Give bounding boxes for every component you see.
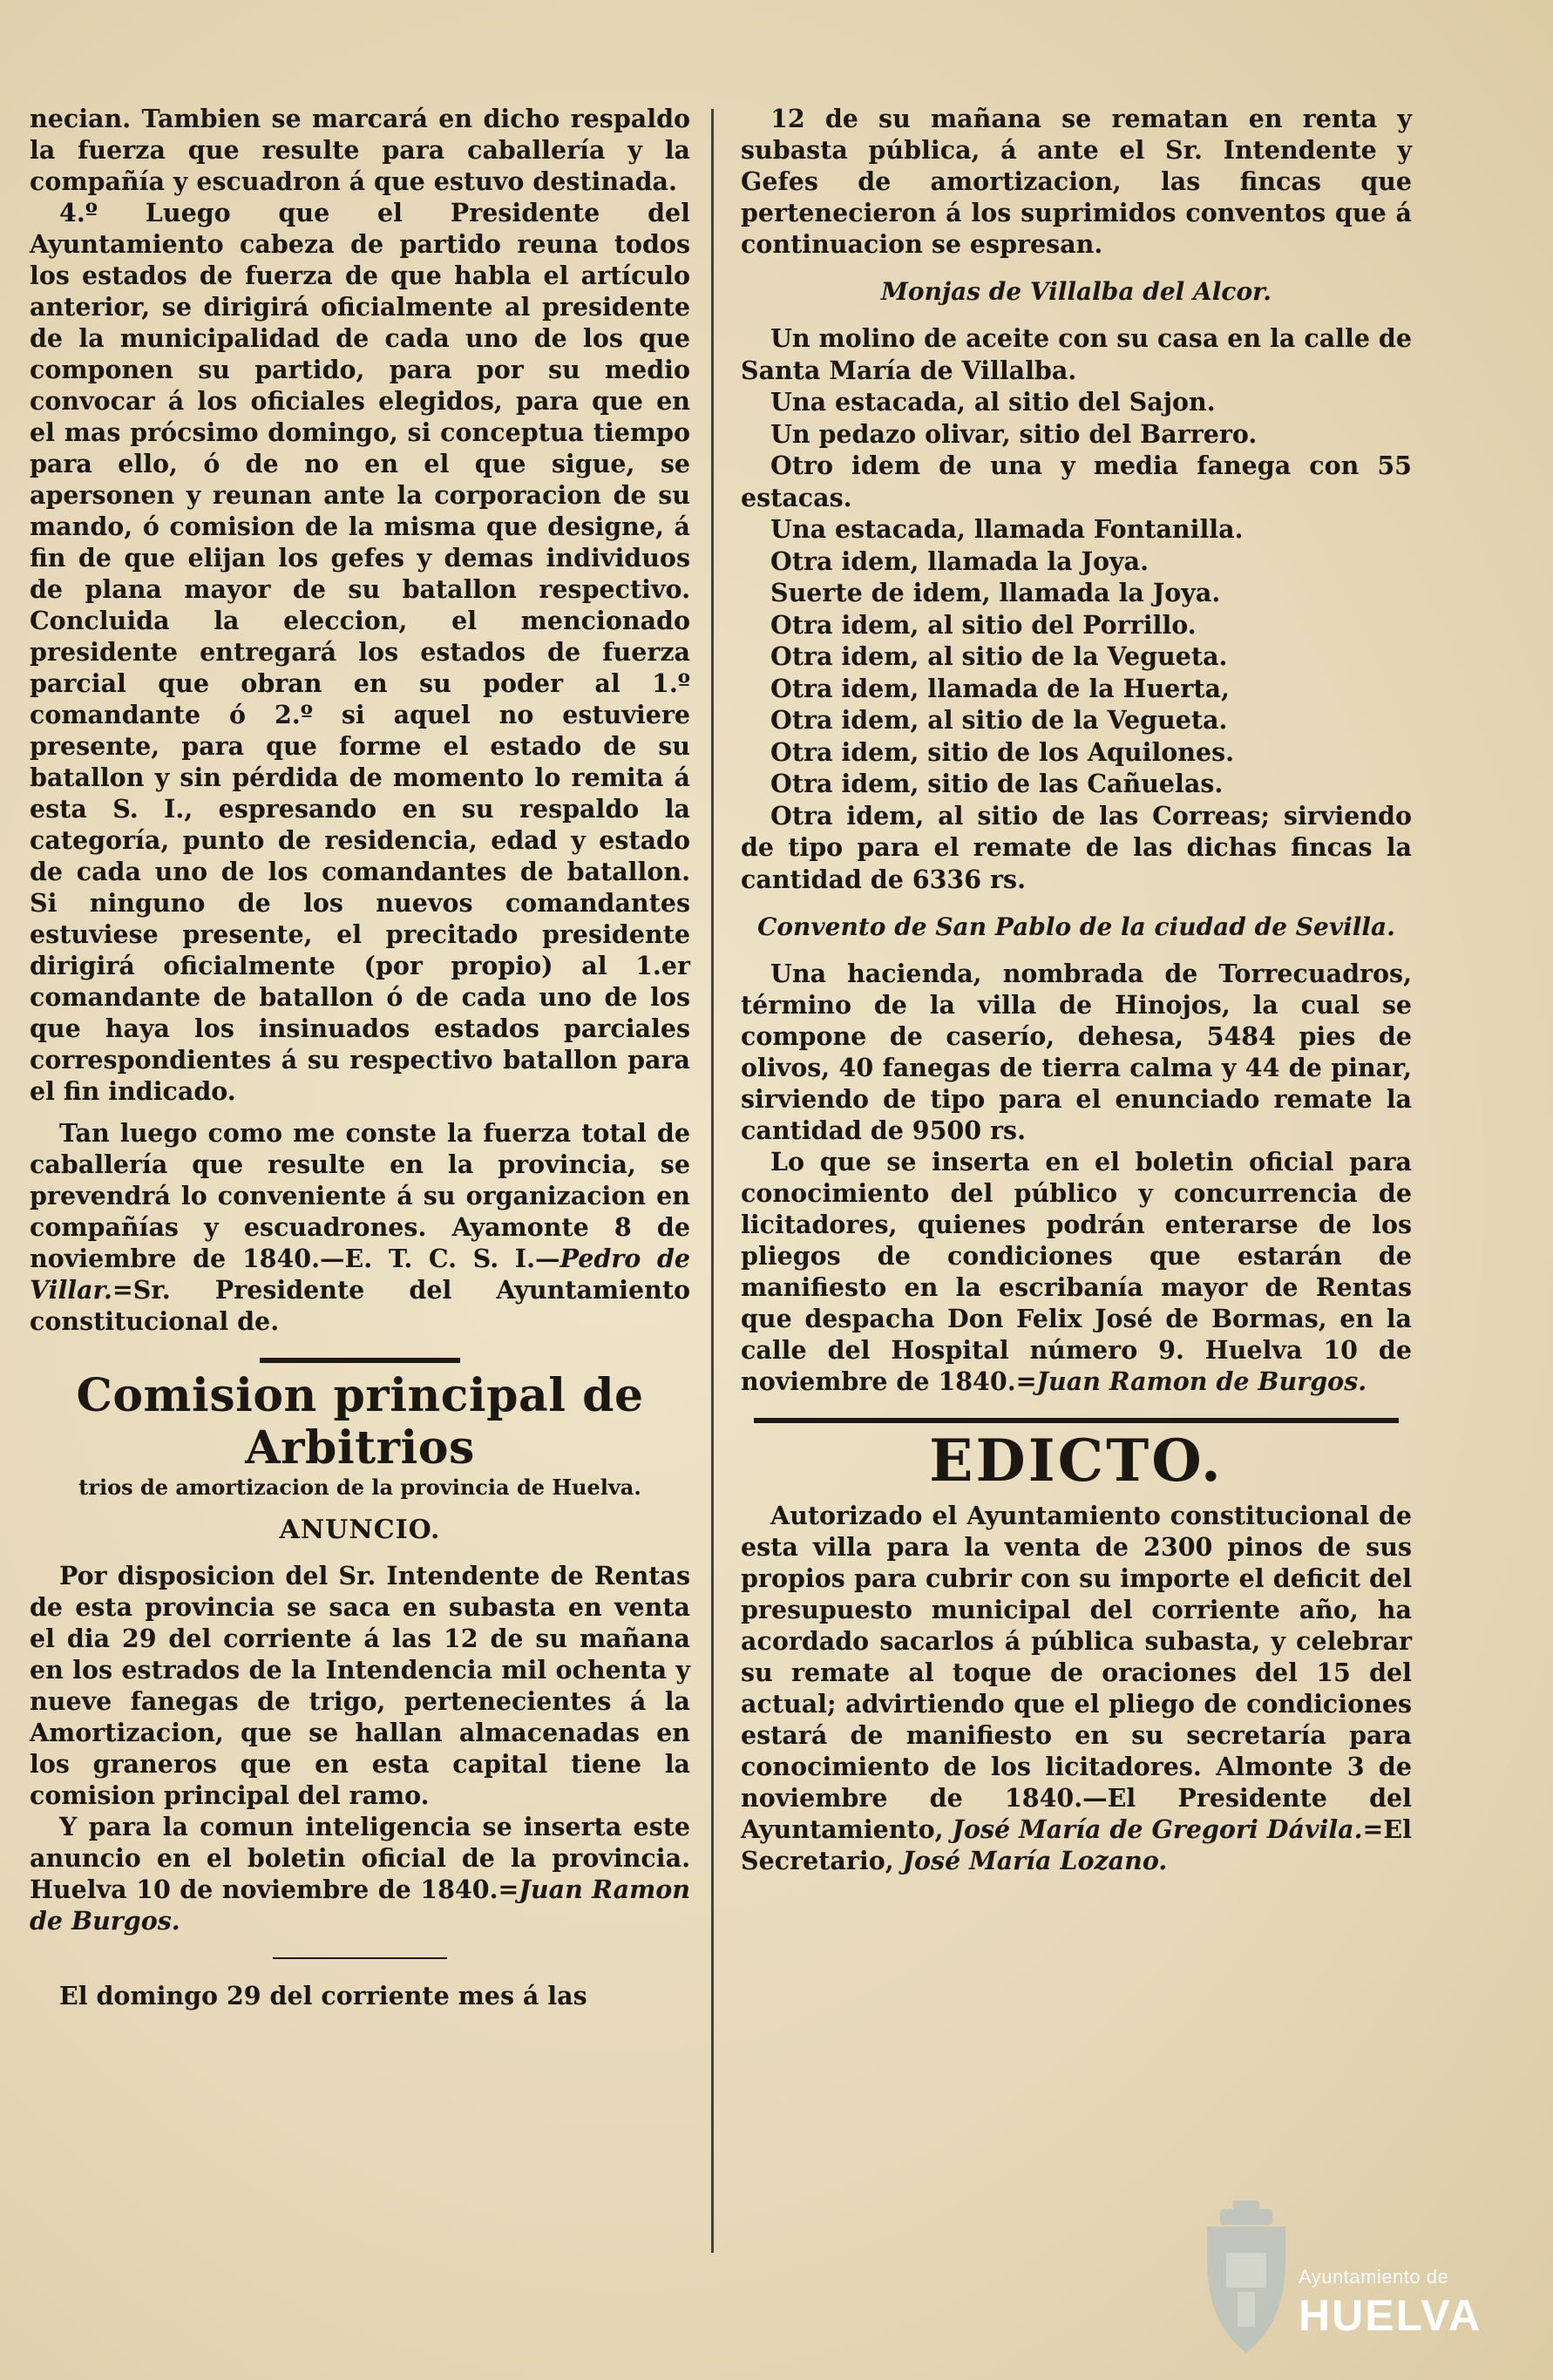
left-paragraph-1: necian. Tambien se marcará en dicho respaldo la fuerza que resulte para caballería y la compañía y escuadron á que estuvo destinada. [30, 104, 690, 196]
property-item: Otra idem, llamada la Joya. [770, 546, 1149, 576]
edicto-signature-1: José María de Gregori Dávila. [952, 1814, 1363, 1844]
property-item: Una estacada, al sitio del Sajon. [770, 387, 1216, 417]
hacienda-paragraph: Una hacienda, nombrada de Torrecuadros, término de la villa de Hinojos, la cual se compone de caserío, dehesa, 5484 pies de olivos, 40 fanegas de tierra calma y 44 de pinar, sirviendo de tipo para el enunciado remate la cantidad de 9500 rs. [741, 959, 1412, 1145]
property-item: Otra idem, sitio de los Aquilones. [770, 736, 1235, 767]
auction-intro: 12 de su mañana se rematan en renta y subasta pública, á ante el Sr. Intendente y Gefes de amortizacion, las fincas que pertenecieron á los suprimidos conventos que á continuacion se espresan. [741, 104, 1412, 259]
left-paragraph-2: 4.º Luego que el Presidente del Ayuntamiento cabeza de partido reuna todos los estados de fuerza de que habla el artículo anterior, se dirigirá oficialmente al presidente de la municipalidad de cada uno de los que componen su partido, para por su medio convocar á los oficiales elegidos, para que en el mas prócsimo domingo, si conceptua tiempo para ello, ó de no en el que sigue, se apersonen y reunan ante la corporacion de su mando, ó comision de la misma que designe, á fin de que elijan los gefes y demas individuos de plana mayor de su batallon respectivo. Concluida la eleccion, el mencionado presidente entregará los estados de fuerza parcial que obran en su poder al 1.º comandante ó 2.º si aquel no estuviere presente, para que forme el estado de su batallon y sin pérdida de momento lo remita á esta S. I., espresando en su respaldo la categoría, punto de residencia, edad y estado de cada uno de los comandantes de batallon. Si ninguno de los nuevos comandantes estuviese presente, el precitado presidente dirigirá oficialmente (por propio) al 1.er comandante de batallon ó de cada uno de los que haya los insinuados estados parciales correspondientes á su respectivo batallon para el fin indicado. [30, 198, 690, 1106]
edicto-heading: EDICTO. [929, 1427, 1224, 1495]
anuncio-paragraph-2-text: Y para la comun inteligencia se inserta este anuncio en el boletin oficial de la provincia. Huelva 10 de noviembre de 1840.= [30, 1812, 690, 1904]
property-item: Una estacada, llamada Fontanilla. [770, 514, 1244, 544]
insertion-paragraph-text: Lo que se inserta en el boletin oficial para conocimiento del público y concurrencia de licitadores, quienes podrán enterarse de los pliegos de condiciones que estarán de manifiesto en la escribanía mayor de Rentas que despacha Don Felix José de Bormas, en la calle del Hospital número 9. Huelva 10 de noviembre de 1840.= [741, 1147, 1412, 1396]
column-rule [711, 109, 714, 2253]
edicto-paragraph [741, 1500, 1412, 1876]
right-column [741, 103, 1412, 1876]
section-title: Comision principal de Arbitrios [76, 1369, 644, 1475]
property-item: Otra idem, al sitio de la Vegueta. [770, 705, 1228, 735]
property-item: Un molino de aceite con su casa en la calle de Santa María de Villalba. [741, 323, 1412, 385]
anuncio-signature: Juan Ramon de Burgos. [30, 1875, 690, 1936]
property-item: Un pedazo olivar, sitio del Barrero. [770, 418, 1258, 449]
edicto-signature-2: José María Lozano. [902, 1846, 1168, 1875]
property-item: Otra idem, llamada de la Huerta, [770, 673, 1230, 703]
edicto-signature-mid: =El Secretario, [741, 1814, 1412, 1875]
anuncio-paragraph-1: Por disposicion del Sr. Intendente de Rentas de esta provincia se saca en subasta en venta el dia 29 del corriente á las 12 de su mañana en los estrados de la Intendencia mil ochenta y nueve fanegas de trigo, pertenecientes á la Amortizacion, que se hallan almacenadas en los graneros que en esta capital tiene la comision principal del ramo. [30, 1561, 690, 1810]
property-item: Otro idem de una y media fanega con 55 estacas. [741, 451, 1412, 512]
section-divider [260, 1358, 460, 1363]
heading-san-pablo: Convento de San Pablo de la ciudad de Sevilla. [757, 912, 1395, 941]
signature-name: Pedro de Villar. [30, 1244, 691, 1305]
section-subtitle: trios de amortizacion de la provincia de Huelva. [78, 1475, 641, 1500]
watermark-line-1: Ayuntamiento de [1299, 2266, 1449, 2288]
edicto-divider [754, 1418, 1399, 1423]
property-item: Suerte de idem, llamada la Joya. [770, 578, 1221, 607]
left-paragraph-3 [30, 1117, 690, 1337]
property-list [741, 322, 1412, 895]
insertion-signature: Juan Ramon de Burgos. [1036, 1366, 1367, 1396]
property-item: Otra idem, al sitio de la Vegueta. [770, 641, 1228, 671]
property-item: Otra idem, al sitio de las Correas; sirviendo de tipo para el remate de las dichas fincas la cantidad de 6336 rs. [741, 800, 1412, 894]
left-paragraph-3-text: Tan luego como me conste la fuerza total de caballería que resulte en la provincia, se prevendrá lo conveniente á su organizacion en compañías y escuadrones. Ayamonte 8 de noviembre de 1840.—E. T. C. S. I.— [30, 1118, 690, 1273]
heading-monjas: Monjas de Villalba del Alcor. [880, 277, 1272, 306]
signature-tail: =Sr. Presidente del Ayuntamiento constitucional de. [30, 1275, 690, 1336]
left-column [30, 103, 690, 2011]
edicto-text: Autorizado el Ayuntamiento constitucional de esta villa para la venta de 2300 pinos de sus propios para cubrir con su importe el deficit del presupuesto municipal del corriente año, ha acordado sacarlos á pública subasta, y celebrar su remate al toque de oraciones del 15 del actual; advirtiendo que el pliego de condiciones estará de manifiesto en su secretaría para conocimiento de los licitadores. Almonte 3 de noviembre de 1840.—El Presidente del Ayuntamiento, [741, 1501, 1412, 1844]
anuncio-heading: ANUNCIO. [279, 1515, 441, 1545]
property-item: Otra idem, al sitio del Porrillo. [770, 609, 1197, 640]
bottom-paragraph: El domingo 29 del corriente mes á las [59, 1981, 587, 2010]
insertion-paragraph [741, 1146, 1412, 1397]
anuncio-paragraph-2 [30, 1811, 690, 1936]
watermark-line-2: HUELVA [1299, 2291, 1482, 2340]
property-item: Otra idem, sitio de las Cañuelas. [770, 769, 1224, 798]
